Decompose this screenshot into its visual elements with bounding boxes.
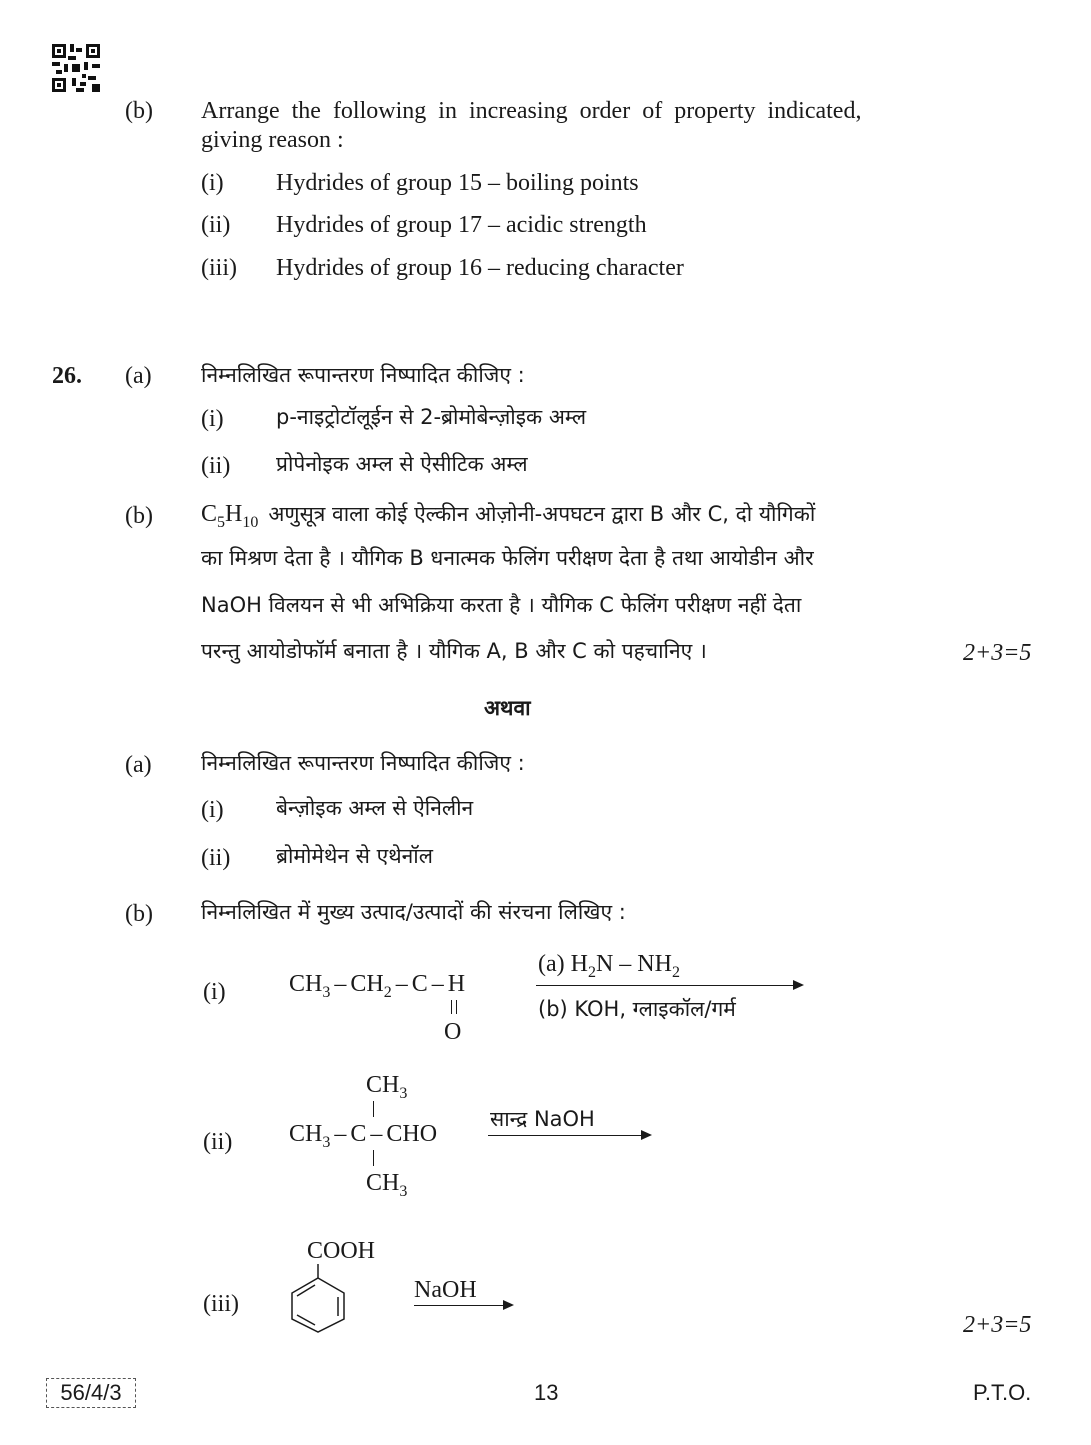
- reagent: NaOH: [414, 1277, 477, 1303]
- q26b-label: (b): [125, 503, 153, 529]
- q25b-item-num: (iii): [201, 255, 237, 281]
- reaction-arrow: [414, 1305, 512, 1306]
- reaction-num: (iii): [203, 1291, 239, 1317]
- benzene-ring-icon: [285, 1262, 351, 1334]
- methyl-bottom: CH3: [366, 1170, 408, 1200]
- q26a-item-text: प्रोपेनोइक अम्ल से ऐसीटिक अम्ल: [276, 452, 528, 476]
- or-b-stem: निम्नलिखित में मुख्य उत्पाद/उत्पादों की संरचना लिखिए :: [201, 900, 626, 924]
- q26a-item-num: (ii): [201, 453, 231, 479]
- carboxyl-group: COOH: [307, 1238, 376, 1264]
- double-bond-right: [456, 1000, 457, 1014]
- reaction-num: (ii): [203, 1129, 233, 1155]
- q25b-item-num: (i): [201, 170, 224, 196]
- formula-c: C: [201, 501, 218, 527]
- q26a-item-text: p-नाइट्रोटॉलूईन से 2-ब्रोमोबेन्ज़ोइक अम्ल: [276, 405, 587, 429]
- or-a-label: (a): [125, 752, 152, 778]
- reaction-arrow: [536, 985, 802, 986]
- reagent-b: (b) KOH, ग्लाइकॉल/गर्म: [538, 997, 736, 1021]
- q26b-line1: [201, 499, 815, 529]
- reagent-a: (a) H2N – NH2: [538, 951, 680, 981]
- carbonyl-oxygen: O: [444, 1019, 462, 1045]
- q26a-label: (a): [125, 363, 152, 389]
- q26b-line3: NaOH विलयन से भी अभिक्रिया करता है । यौगिक C फेलिंग परीक्षण नहीं देता: [201, 593, 802, 617]
- q26a-stem: निम्नलिखित रूपान्तरण निष्पादित कीजिए :: [201, 363, 525, 387]
- or-a-item-num: (ii): [201, 845, 231, 871]
- q25b-item-text: Hydrides of group 17 – acidic strength: [276, 212, 647, 238]
- q25b-stem-line2: giving reason :: [201, 127, 344, 153]
- or-a-item-num: (i): [201, 797, 224, 823]
- reagent: सान्द्र NaOH: [490, 1107, 595, 1131]
- q25b-stem-line1: [201, 96, 979, 126]
- q25b-stem-text: Arrange the following in increasing order of property indicated,: [201, 98, 862, 124]
- q25b-label: (b): [125, 98, 153, 124]
- reaction-1-substrate: CH3 – CH2 – C – H: [289, 971, 466, 1001]
- q25b-item-text: Hydrides of group 16 – reducing character: [276, 255, 684, 281]
- q25b-item-text: Hydrides of group 15 – boiling points: [276, 170, 639, 196]
- or-a-item-text: बेन्ज़ोइक अम्ल से ऐनिलीन: [276, 796, 474, 820]
- page-number: 13: [534, 1380, 559, 1405]
- q26b-line2: का मिश्रण देता है । यौगिक B धनात्मक फेलिंग परीक्षण देता है तथा आयोडीन और: [201, 546, 814, 570]
- q26b-line1-text: अणुसूत्र वाला कोई ऐल्कीन ओज़ोनी-अपघटन द्वारा B और C, दो यौगिकों: [268, 502, 816, 526]
- reaction-2-substrate: CH3 – C – CHO: [289, 1121, 438, 1151]
- paper-code: 56/4/3: [46, 1378, 136, 1408]
- marks: 2+3=5: [963, 640, 1032, 666]
- or-label: अथवा: [484, 696, 531, 720]
- pto-label: P.T.O.: [973, 1380, 1032, 1405]
- double-bond-left: [451, 1000, 452, 1014]
- marks: 2+3=5: [963, 1312, 1032, 1338]
- formula-h: H: [225, 501, 243, 527]
- or-a-item-text: ब्रोमोमेथेन से एथेनॉल: [276, 844, 433, 868]
- question-number: 26.: [52, 363, 82, 389]
- q25b-item-num: (ii): [201, 212, 231, 238]
- qr-code-icon: [52, 44, 100, 92]
- bond-top: [373, 1101, 374, 1117]
- q26b-line4: परन्तु आयोडोफॉर्म बनाता है । यौगिक A, B और C को पहचानिए ।: [201, 639, 707, 663]
- formula-h-sub: 10: [242, 514, 259, 531]
- reaction-arrow: [488, 1135, 650, 1136]
- bond-bottom: [373, 1150, 374, 1166]
- reaction-num: (i): [203, 979, 226, 1005]
- or-a-stem: निम्नलिखित रूपान्तरण निष्पादित कीजिए :: [201, 751, 525, 775]
- formula-c-sub: 5: [217, 514, 226, 531]
- q26a-item-num: (i): [201, 406, 224, 432]
- or-b-label: (b): [125, 901, 153, 927]
- methyl-top: CH3: [366, 1072, 408, 1102]
